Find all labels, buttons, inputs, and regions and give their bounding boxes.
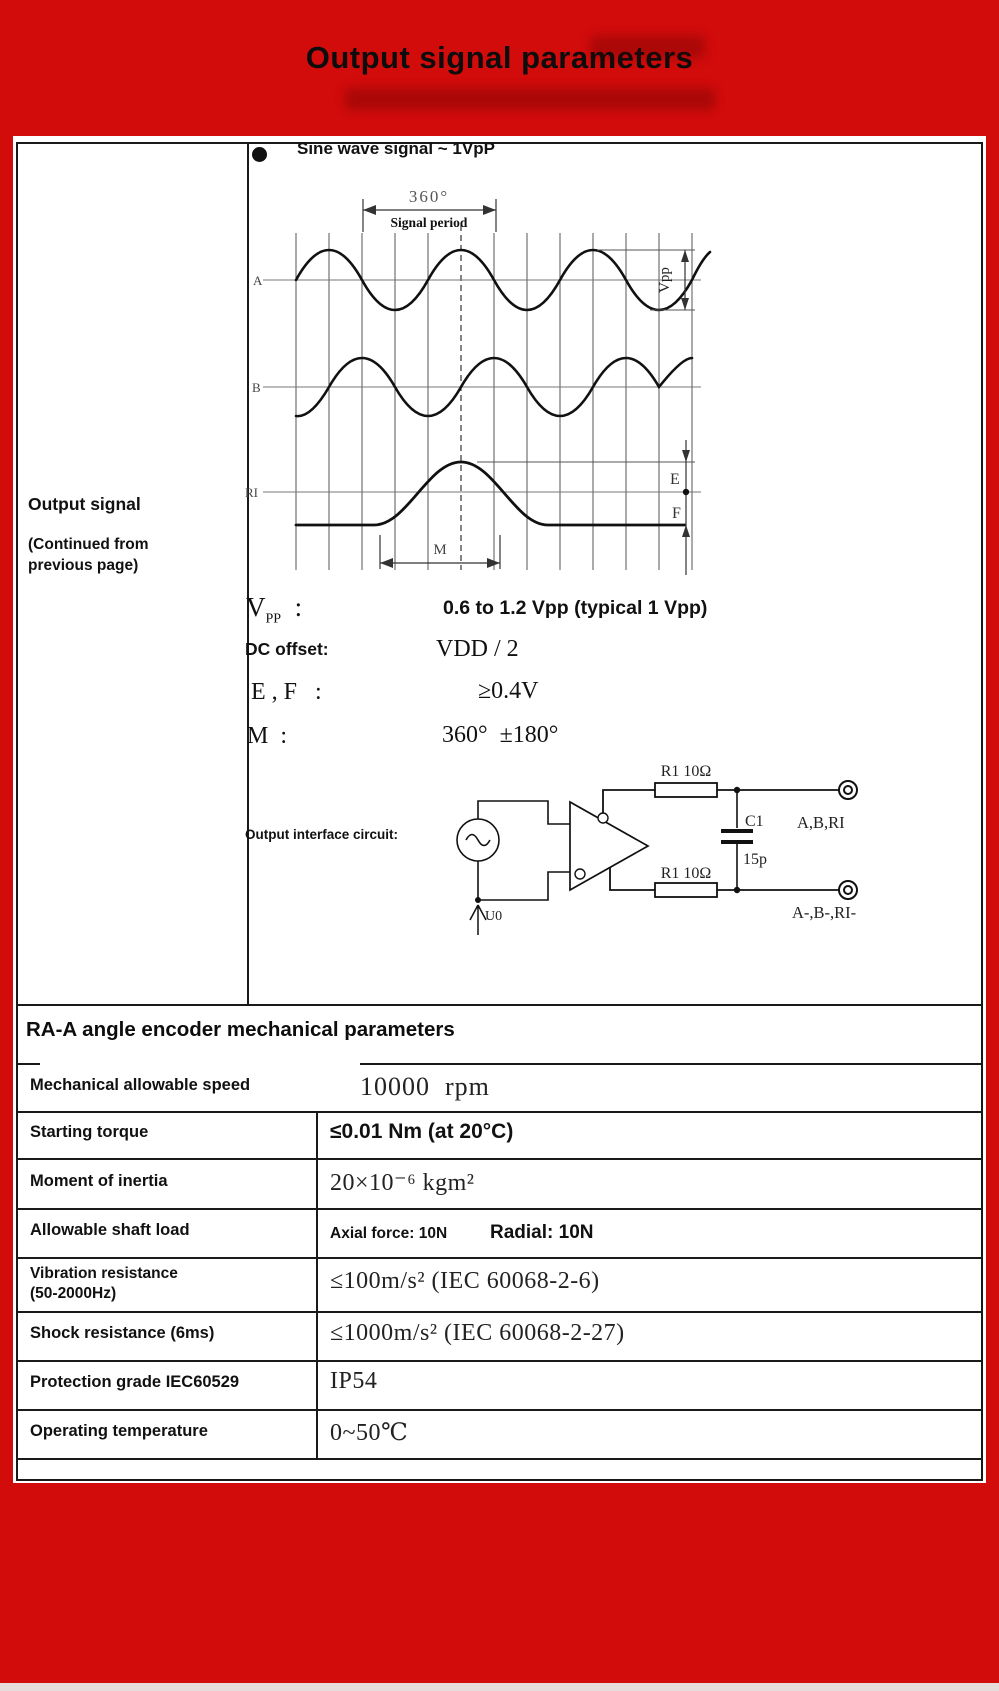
table-row-value: ≤1000m/s² (IEC 60068-2-27) <box>330 1320 625 1346</box>
table-row-value-axial: Axial force: 10N <box>330 1225 448 1242</box>
table-row-label: Moment of inertia <box>30 1172 168 1190</box>
dim-360-label: 360° <box>408 187 450 206</box>
u0-arrow <box>470 905 486 935</box>
vpp-arrow-up <box>681 250 689 262</box>
table-row-label: Operating temperature <box>30 1422 208 1440</box>
circuit-caption: Output interface circuit: <box>245 827 399 842</box>
waveform-diagram <box>245 185 715 575</box>
m-param-value: 360° ±180° <box>442 722 559 748</box>
mech-section-title: RA-A angle encoder mechanical parameters <box>26 1018 455 1041</box>
signal-period-label: Signal period <box>390 215 468 230</box>
resistor-r1-top <box>655 783 717 797</box>
frame-top-border <box>16 142 983 144</box>
table-row-value: IP54 <box>330 1368 378 1394</box>
frame-right-border <box>981 142 983 1481</box>
dim-360-arrow-left <box>363 205 376 215</box>
table-row-value-radial: Radial: 10N <box>490 1222 594 1243</box>
frame-bottom-border <box>16 1479 983 1481</box>
table-row-line <box>16 1409 983 1411</box>
frame-left-border <box>16 142 18 1481</box>
wire-top-input <box>478 801 571 824</box>
table-row-line <box>16 1360 983 1362</box>
table-row-value: 0~50℃ <box>330 1420 409 1446</box>
m-dim-label: M <box>433 542 447 558</box>
wave-a-label: A <box>253 273 263 288</box>
table-row-label-line2: (50-2000Hz) <box>30 1285 117 1302</box>
table-rule-segment-left <box>16 1063 40 1065</box>
amp-bubble-top <box>598 813 608 823</box>
wire-bottom-input <box>478 861 571 900</box>
ef-axis-dot <box>683 489 689 495</box>
vpp-subscript: PP <box>265 611 282 627</box>
row-header-output-signal: Output signal <box>28 494 141 514</box>
page-title: Output signal parameters <box>305 40 694 75</box>
table-row-line <box>16 1158 983 1160</box>
capacitor-value-label: 15p <box>743 851 767 868</box>
upper-section-bottom-line <box>16 1004 983 1006</box>
row-header-continued-note: (Continued from previous page) <box>28 536 149 574</box>
table-row-line <box>16 1311 983 1313</box>
bottom-edge-strip <box>0 1683 999 1691</box>
table-row-label: Allowable shaft load <box>30 1221 190 1239</box>
grid-lines <box>296 233 692 570</box>
table-row-line <box>16 1257 983 1259</box>
resistor-r1-bottom <box>655 883 717 897</box>
vpp-colon: : <box>281 592 303 622</box>
ef-param-label: E , F : <box>251 679 322 705</box>
wave-ri-label: RI <box>245 485 258 500</box>
f-label: F <box>672 505 681 522</box>
resistor-r1-bottom-label: R1 10Ω <box>660 865 712 882</box>
dc-offset-label: DC offset: <box>245 639 329 659</box>
table-row-value: 20×10⁻⁶ kgm² <box>330 1170 475 1196</box>
resistor-r1-top-label: R1 10Ω <box>660 763 712 780</box>
table-row-label: Starting torque <box>30 1123 149 1141</box>
capacitor-plates <box>721 831 753 842</box>
table-row-value: ≤0.01 Nm (at 20°C) <box>330 1120 514 1143</box>
output-neg-label: A-,B-,RI- <box>792 903 857 922</box>
table-column-divider <box>316 1111 318 1458</box>
wire-top-rail <box>603 790 839 813</box>
junction-dot <box>475 897 481 903</box>
m-param-label: M : <box>247 723 288 749</box>
u0-label: U0 <box>485 909 503 924</box>
dc-offset-value: VDD / 2 <box>436 636 519 662</box>
table-row-line <box>16 1111 983 1113</box>
table-row-value: ≤100m/s² (IEC 60068-2-6) <box>330 1268 600 1294</box>
table-row-label <box>30 1264 310 1304</box>
output-interface-circuit <box>440 752 880 937</box>
table-row-label: Protection grade IEC60529 <box>30 1373 240 1391</box>
ef-param-value: ≥0.4V <box>478 678 539 704</box>
wave-b-label: B <box>252 380 261 395</box>
dim-360-arrow-right <box>483 205 496 215</box>
watermark-smudge <box>345 88 715 110</box>
wire-bottom-rail <box>610 868 839 890</box>
table-row-label: Mechanical allowable speed <box>30 1076 251 1094</box>
table-row-label-line1: Vibration resistance <box>30 1265 178 1282</box>
table-row-line <box>16 1208 983 1210</box>
m-arrow-left <box>380 558 393 568</box>
amp-bubble-bottom <box>575 869 585 879</box>
table-rule-segment-right <box>360 1063 983 1065</box>
vpp-param-value: 0.6 to 1.2 Vpp (typical 1 Vpp) <box>443 597 708 619</box>
e-arrow-down <box>682 450 690 462</box>
vpp-dim-label: Vpp <box>657 267 673 293</box>
table-row-label: Shock resistance (6ms) <box>30 1324 215 1342</box>
terminal-neg-inner <box>844 886 852 894</box>
watermark-smudge <box>590 36 705 58</box>
table-row-value: 10000 rpm <box>360 1072 490 1101</box>
f-arrow-up <box>682 525 690 537</box>
e-label: E <box>670 471 680 488</box>
terminal-pos-inner <box>844 786 852 794</box>
table-row-line <box>16 1458 983 1460</box>
wave-ri <box>296 462 685 525</box>
output-pos-label: A,B,RI <box>797 813 845 832</box>
bullet-icon <box>252 147 267 162</box>
vpp-arrow-down <box>681 298 689 310</box>
vpp-param-label: $V_{PP}$ : <box>246 592 303 627</box>
sine-wave-heading: Sine wave signal ~ 1VpP <box>297 139 495 158</box>
capacitor-c1-label: C1 <box>745 813 764 830</box>
